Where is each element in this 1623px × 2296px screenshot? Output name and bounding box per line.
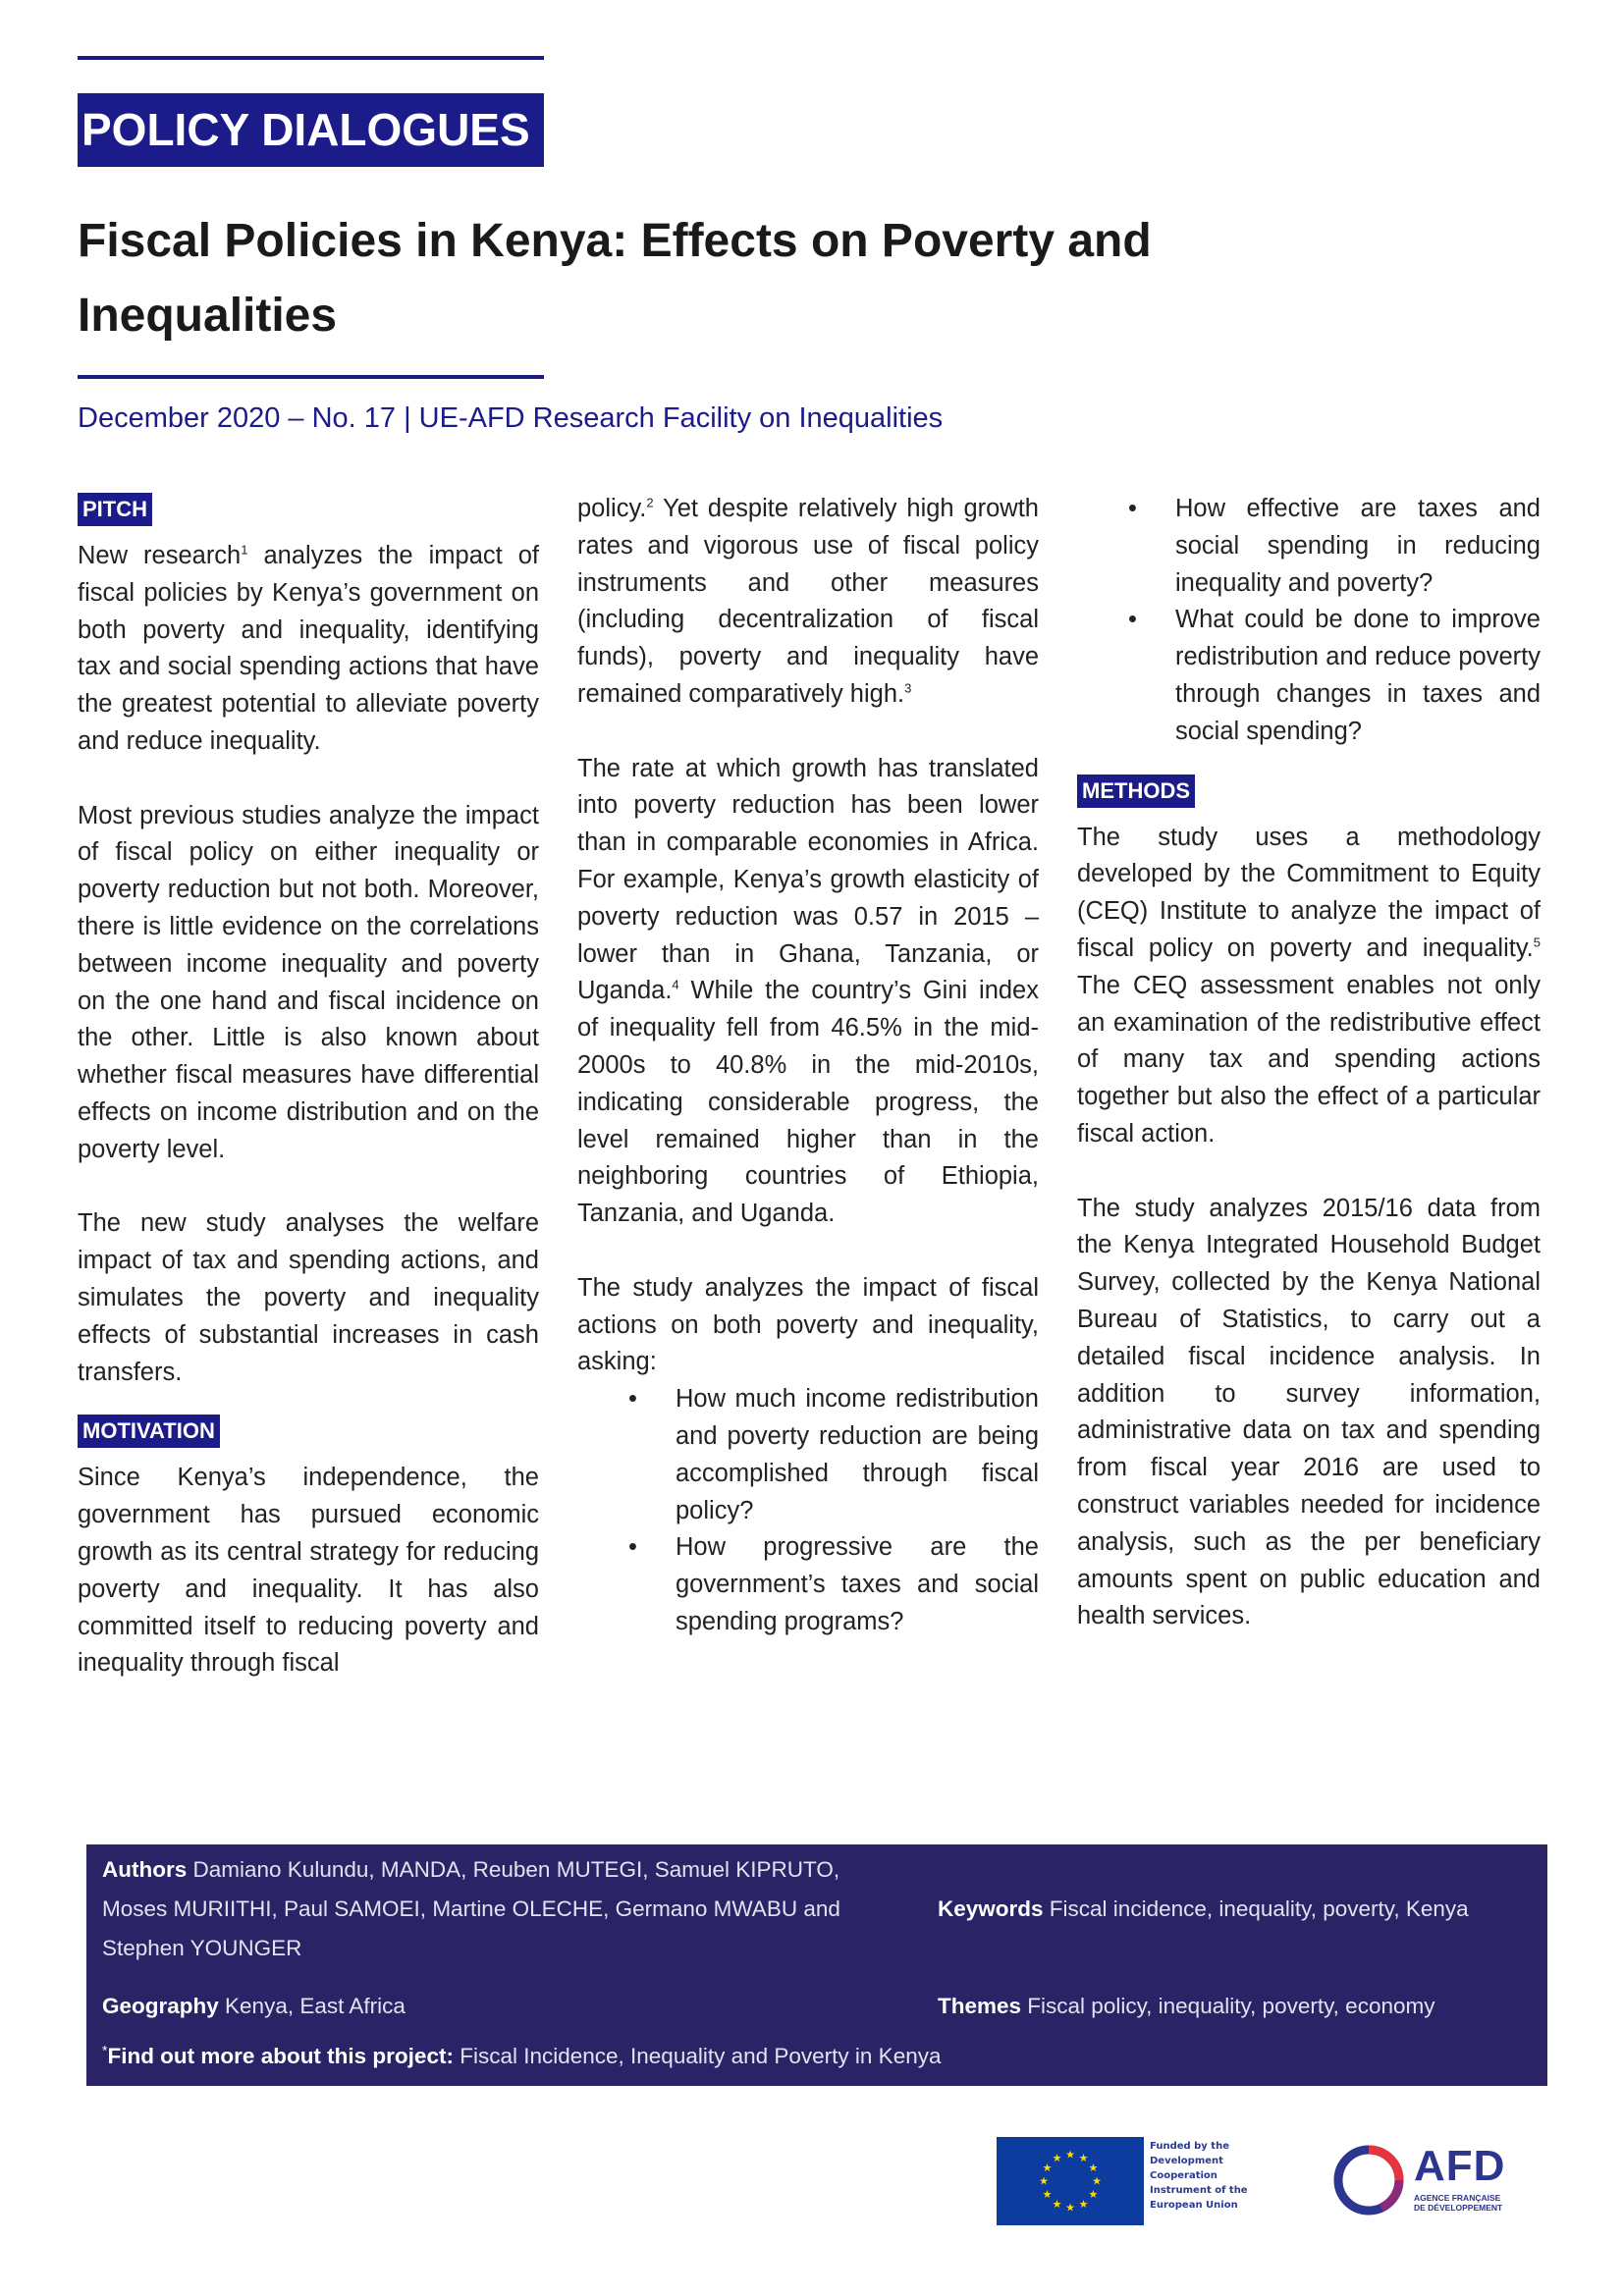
geography-field: Geography Kenya, East Africa [102, 1994, 406, 2018]
eu-star-icon: ★ [1052, 2153, 1062, 2165]
eu-star-icon: ★ [1042, 2163, 1053, 2174]
afd-subtitle: AGENCE FRANÇAISE DE DÉVELOPPEMENT [1414, 2193, 1503, 2213]
eu-star-icon: ★ [1078, 2153, 1089, 2165]
pitch-paragraph-3: The new study analyses the welfare impact of tax and spending actions, and simulates the poverty and inequality effects of substantial increases in cash transfers. [78, 1209, 539, 1386]
research-questions-list-continued [1077, 491, 1541, 751]
motivation-paragraph-3: The rate at which growth has translated into poverty reduction has been lower than in comparable economies in Africa. For example, Kenya’s growth elasticity of poverty reduction was 0.57 in 2015 – lower than in Ghana, Tanzania, or Uganda.$^4$ While the country’s Gini index of inequality fell from 46.5% in the mid-2000s to 40.8% in the mid-2010s, indicating considerable progress, the level remained higher than in the neighboring countries of Ethiopia, Tanzania, and Uganda. [577, 754, 1039, 1228]
eu-flag-icon [997, 2137, 1144, 2225]
header-top-rule [78, 56, 544, 60]
eu-star-icon: ★ [1052, 2198, 1062, 2211]
motivation-paragraph-2: policy.$^2$ Yet despite relatively high growth rates and vigorous use of fiscal policy instruments and other measures (including decentralization of fiscal funds), poverty and inequality have remained comparatively high.$^3$ [577, 495, 1039, 708]
motivation-paragraph-1: Since Kenya’s independence, the government has pursued economic growth as its central strategy for reducing poverty and inequality. It has also committed itself to reducing poverty and inequality through fiscal [78, 1464, 539, 1678]
pitch-paragraph-2: Most previous studies analyze the impact of fiscal policy on either inequality or poverty reduction but not both. Moreover, there is little evidence on the correlations between income inequality and poverty on the one hand and fiscal incidence on the other. Little is also known about whether fiscal measures have differential effects on income distribution and on the poverty level. [78, 801, 539, 1163]
find-out-more-link[interactable]: *Find out more about this project: Fiscal Incidence, Inequality and Poverty in Kenya [102, 2042, 942, 2068]
list-item: • How much income redistribution and poverty reduction are being accomplished through fiscal policy? [628, 1385, 1039, 1524]
research-questions-list [577, 1381, 1039, 1641]
methods-paragraph-1: The study uses a methodology developed by the Commitment to Equity (CEQ) Institute to analyze the impact of fiscal policy on poverty and inequality.$^5$ The CEQ assessment enables not only an examination of the redistributive effect of many tax and spending actions together but also the effect of a particular fiscal action. [1077, 823, 1541, 1148]
section-heading-methods: METHODS [1077, 774, 1195, 808]
list-item: • How effective are taxes and social spending in reducing inequality and poverty? [1128, 495, 1541, 597]
afd-logo [1330, 2138, 1512, 2226]
list-item: • How progressive are the government’s taxes and social spending programs? [628, 1533, 1039, 1635]
eu-star-icon: ★ [1092, 2175, 1102, 2188]
footnote-ref-4: 4 [672, 977, 679, 992]
afd-wordmark: AFD [1414, 2142, 1506, 2190]
eu-funding-logo [997, 2137, 1248, 2225]
methods-paragraph-2: The study analyzes 2015/16 data from the Kenya Integrated Household Budget Survey, collected by the Kenya National Bureau of Statistics, to carry out a detailed fiscal incidence analysis. In addition to survey information, administrative data on tax and spending from fiscal year 2016 are used to construct variables needed for incidence analysis, such as the per beneficiary amounts spent on public education and health services. [1077, 1194, 1541, 1630]
eu-star-icon: ★ [1039, 2175, 1049, 2188]
column-2 [577, 491, 1039, 1679]
project-info-box [86, 1844, 1547, 2086]
column-3 [1077, 491, 1541, 1635]
eu-star-icon: ★ [1088, 2163, 1099, 2174]
motivation-paragraph-4: The study analyzes the impact of fiscal actions on both poverty and inequality, asking: [577, 1273, 1039, 1376]
series-banner: POLICY DIALOGUES [78, 93, 544, 167]
eu-star-icon: ★ [1088, 2189, 1099, 2201]
issue-line: December 2020 – No. 17 | UE-AFD Research Facility on Inequalities [78, 402, 944, 434]
footnote-ref-2: 2 [646, 495, 654, 510]
column-1 [78, 491, 539, 1682]
footnote-ref-5: 5 [1533, 934, 1541, 950]
footnote-ref-1: 1 [241, 542, 248, 558]
footnote-ref-3: 3 [904, 680, 912, 696]
afd-ring-icon [1330, 2142, 1407, 2218]
authors-field: Authors Damiano Kulundu, MANDA, Reuben MUTEGI, Samuel KIPRUTO, Moses MURIITHI, Paul SAMOEI, Martine OLECHE, Germano MWABU and Stephen YOUNGER [102, 1857, 840, 1960]
themes-field: Themes Fiscal policy, inequality, poverty, economy [938, 1994, 1435, 2018]
title-line-2: Inequalities [78, 290, 338, 342]
eu-star-icon: ★ [1065, 2149, 1075, 2162]
section-heading-pitch: PITCH [78, 493, 152, 526]
pitch-paragraph-1: New research$^1$ analyzes the impact of fiscal policies by Kenya’s government on both poverty and inequality, identifying tax and social spending actions that have the greatest potential to alleviate poverty and reduce inequality. [78, 542, 539, 755]
document-title [78, 204, 1354, 353]
list-item: • What could be done to improve redistribution and reduce poverty through changes in taxes and social spending? [1128, 606, 1541, 745]
eu-funding-text: Funded by the Development Cooperation Instrument of the European Union [1150, 2141, 1248, 2211]
section-heading-motivation: MOTIVATION [78, 1415, 220, 1448]
header-bottom-rule [78, 375, 544, 379]
eu-star-icon: ★ [1078, 2198, 1089, 2211]
eu-star-icon: ★ [1065, 2202, 1075, 2215]
eu-star-icon: ★ [1042, 2189, 1053, 2201]
keywords-field: Keywords Fiscal incidence, inequality, poverty, Kenya [938, 1896, 1469, 1921]
title-line-1: Fiscal Policies in Kenya: Effects on Poverty and [78, 215, 1152, 267]
